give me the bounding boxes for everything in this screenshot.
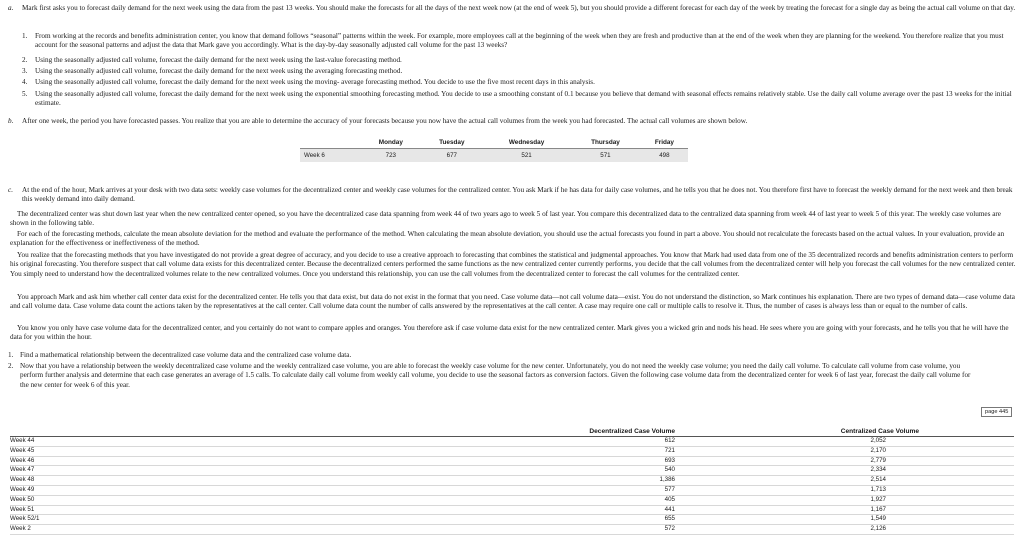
table-cell: 1,167: [683, 505, 1014, 515]
table-cell: 2,052: [683, 437, 1014, 447]
item-number: 3.: [22, 67, 28, 75]
row-label: Week 50: [10, 495, 330, 505]
section-c-paragraph: The decentralized center was shut down last year when the new centralized center opened, so you have the decentralized case data spanning from week 44 of two years ago to week 5 of last year. You compare this decentralized data to the centralized data spanning from week 44 of last year to week 5 of this year. The weekly case volumes are shown in the following table.: [10, 210, 1001, 228]
row-label: Week 2: [10, 525, 330, 535]
column-header: Tuesday: [421, 136, 484, 149]
table-row: [10, 515, 1014, 525]
question-c2: Now that you have a relationship between the weekly decentralized case volume and the weekly centralized case volume, you are able to forecast the weekly case volume for the new center. Unfortunately, you do not need the weekly case volume; you need the daily call volume. To calculate call volume from case volume, you perform further analysis and determine that each case generates an average of 1.5 calls. To calculate daily call volume from weekly call volume, you decide to use the seasonal factors as conversion factors. Given the following case volume data from the decentralized center for week 6 of last year, forecast the daily call volume for the new center for week 6 of this year.: [20, 362, 971, 389]
section-b-text: After one week, the period you have forecasted passes. You realize that you are able to determine the accuracy of your forecasts because you now have the actual call volumes from the week you had forecasted. The actual call volumes are shown below.: [22, 117, 748, 125]
table-row: [10, 505, 1014, 515]
table-cell: 693: [330, 456, 683, 466]
table-row: [10, 466, 1014, 476]
table-cell: 540: [330, 466, 683, 476]
item-number: 5.: [22, 90, 28, 98]
table-cell: 1,713: [683, 485, 1014, 495]
row-label: Week 48: [10, 476, 330, 486]
table-cell: 612: [330, 437, 683, 447]
row-label: Week 52/1: [10, 515, 330, 525]
table-cell: 521: [483, 149, 570, 163]
table-cell: 677: [421, 149, 484, 163]
question-c1: Find a mathematical relationship between the decentralized case volume data and the centralized case volume data.: [20, 351, 352, 359]
question-a4: Using the seasonally adjusted call volume, forecast the daily demand for the next week using the moving- average forecasting method. You decide to use the five most recent days in this analysis.: [35, 78, 595, 86]
section-c-paragraph: You know you only have case volume data for the decentralized center, and you certainly do not want to compare apples and oranges. You therefore ask if case volume data exist for the new centralized center. Mark gives you a wicked grin and nods his head. He sees where you are going with your forecasts, and he tells you that he will have the data for you within the hour.: [10, 324, 1009, 342]
table-cell: 1,549: [683, 515, 1014, 525]
section-c-paragraph: You approach Mark and ask him whether call center data exist for the decentralized center. He tells you that data exist, but data do not exist in the format that you need. Case volume data—not call volume data—exist. You do not understand the distinction, so Mark continues his explanation. There are two types of demand data—case volume data and call volume data. Case volume data count the actions taken by the representatives at the call center. Call volume data count the number of calls answered by the representatives at the call center. A case may require one call or multiple calls to resolve it. Thus, the number of cases is always less than or equal to the number of calls.: [10, 293, 1015, 311]
table-cell: 405: [330, 495, 683, 505]
row-label: Week 47: [10, 466, 330, 476]
table-cell: 498: [641, 149, 688, 163]
column-header: [10, 428, 330, 437]
column-header: Wednesday: [483, 136, 570, 149]
column-header: Monday: [361, 136, 420, 149]
table-cell: 655: [330, 515, 683, 525]
column-header: Thursday: [570, 136, 641, 149]
item-number: 1.: [8, 351, 14, 359]
table-header-row: [300, 136, 688, 149]
table-row: [10, 485, 1014, 495]
section-c-label: c.: [8, 186, 13, 194]
column-header: [300, 136, 361, 149]
item-number: 4.: [22, 78, 28, 86]
table-cell: 572: [330, 525, 683, 535]
table-cell: 2,514: [683, 476, 1014, 486]
question-a1: From working at the records and benefits administration center, you know that demand follows “seasonal” patterns within the week. For example, more employees call at the beginning of the week when they are fresh and productive than at the end of the week when they are planning for the weekend. You therefore realize that you must account for the seasonal patterns and adjust the data that Mark gave you accordingly. What is the day-by-day seasonally adjusted call volume for the past 13 weeks?: [35, 32, 1004, 50]
table-row: [10, 437, 1014, 447]
row-label: Week 46: [10, 456, 330, 466]
row-label: Week 45: [10, 446, 330, 456]
table-cell: 721: [330, 446, 683, 456]
table-row: [300, 149, 688, 163]
week6-actual-table: [300, 136, 688, 162]
table-header-row: [10, 428, 1014, 437]
table-row: [10, 525, 1014, 535]
table-cell: 2,170: [683, 446, 1014, 456]
table-row: [10, 456, 1014, 466]
table-row: [10, 495, 1014, 505]
table-cell: 723: [361, 149, 420, 163]
table-cell: 571: [570, 149, 641, 163]
table-row: [10, 476, 1014, 486]
question-a5: Using the seasonally adjusted call volume, forecast the daily demand for the next week using the exponential smoothing forecasting method. You decide to use a smoothing constant of 0.1 because you believe that demand with seasonal effects remains relatively stable. Use the daily call volume average over the past 13 weeks for the initial estimate.: [35, 90, 1012, 108]
column-header: Centralized Case Volume: [683, 428, 1014, 437]
table-cell: 1,386: [330, 476, 683, 486]
row-label: Week 51: [10, 505, 330, 515]
row-label: Week 44: [10, 437, 330, 447]
table-cell: 1,927: [683, 495, 1014, 505]
column-header: Friday: [641, 136, 688, 149]
section-a-intro: Mark first asks you to forecast daily demand for the next week using the data from the past 13 weeks. You should make the forecasts for all the days of the next week now (at the end of week 5), but you should provide a different forecast for each day of the week by treating the forecast for a single day as being the actual call volume on that day.: [22, 4, 1016, 12]
table-cell: 2,126: [683, 525, 1014, 535]
column-header: Decentralized Case Volume: [330, 428, 683, 437]
item-number: 2.: [8, 362, 14, 370]
row-label: Week 49: [10, 485, 330, 495]
item-number: 1.: [22, 32, 28, 40]
page-reference-badge: page 445: [981, 407, 1012, 417]
table-row: [10, 446, 1014, 456]
case-volume-table: [10, 428, 1014, 535]
question-a2: Using the seasonally adjusted call volume, forecast the daily demand for the next week using the last-value forecasting method.: [35, 56, 402, 64]
section-c-paragraph: For each of the forecasting methods, calculate the mean absolute deviation for the method and evaluate the performance of the method. When calculating the mean absolute deviation, you should use the actual forecasts you found in part a above. You should not recalculate the forecasts based on the actual values. In your evaluation, provide an explanation for the effectiveness or ineffectiveness of the method.: [10, 230, 1005, 248]
table-cell: 441: [330, 505, 683, 515]
section-c-paragraph: You realize that the forecasting methods that you have investigated do not provide a great degree of accuracy, and you decide to use a creative approach to forecasting that combines the statistical and judgmental approaches. You know that Mark had used data from one of the 35 decentralized records and benefits administration centers to perform his original forecasting. You therefore suspect that call volume data exists for this decentralized center. Because the decentralized centers performed the same functions as the new centralized center currently performs, you decide that the call volumes from the decentralized center will help you forecast the call volumes for the new centralized center. You simply need to understand how the decentralized volumes relate to the new centralized volumes. Once you understand this relationship, you can use the call volumes from the decentralized center to forecast the call volumes for the centralized center.: [10, 251, 1016, 278]
item-number: 2.: [22, 56, 28, 64]
table-cell: 577: [330, 485, 683, 495]
section-b-label: b.: [8, 117, 14, 125]
section-a-label: a.: [8, 4, 14, 12]
question-a3: Using the seasonally adjusted call volume, forecast the daily demand for the next week using the averaging forecasting method.: [35, 67, 403, 75]
row-label: Week 6: [300, 149, 361, 163]
section-c-intro: At the end of the hour, Mark arrives at your desk with two data sets: weekly case volumes for the decentralized center and weekly case volumes for the centralized center. You ask Mark if he has data for daily case volumes, and he tells you that he does not. You therefore first have to forecast the weekly demand for the next week and then break this weekly demand into daily demand.: [22, 186, 1013, 204]
table-cell: 2,779: [683, 456, 1014, 466]
table-cell: 2,334: [683, 466, 1014, 476]
